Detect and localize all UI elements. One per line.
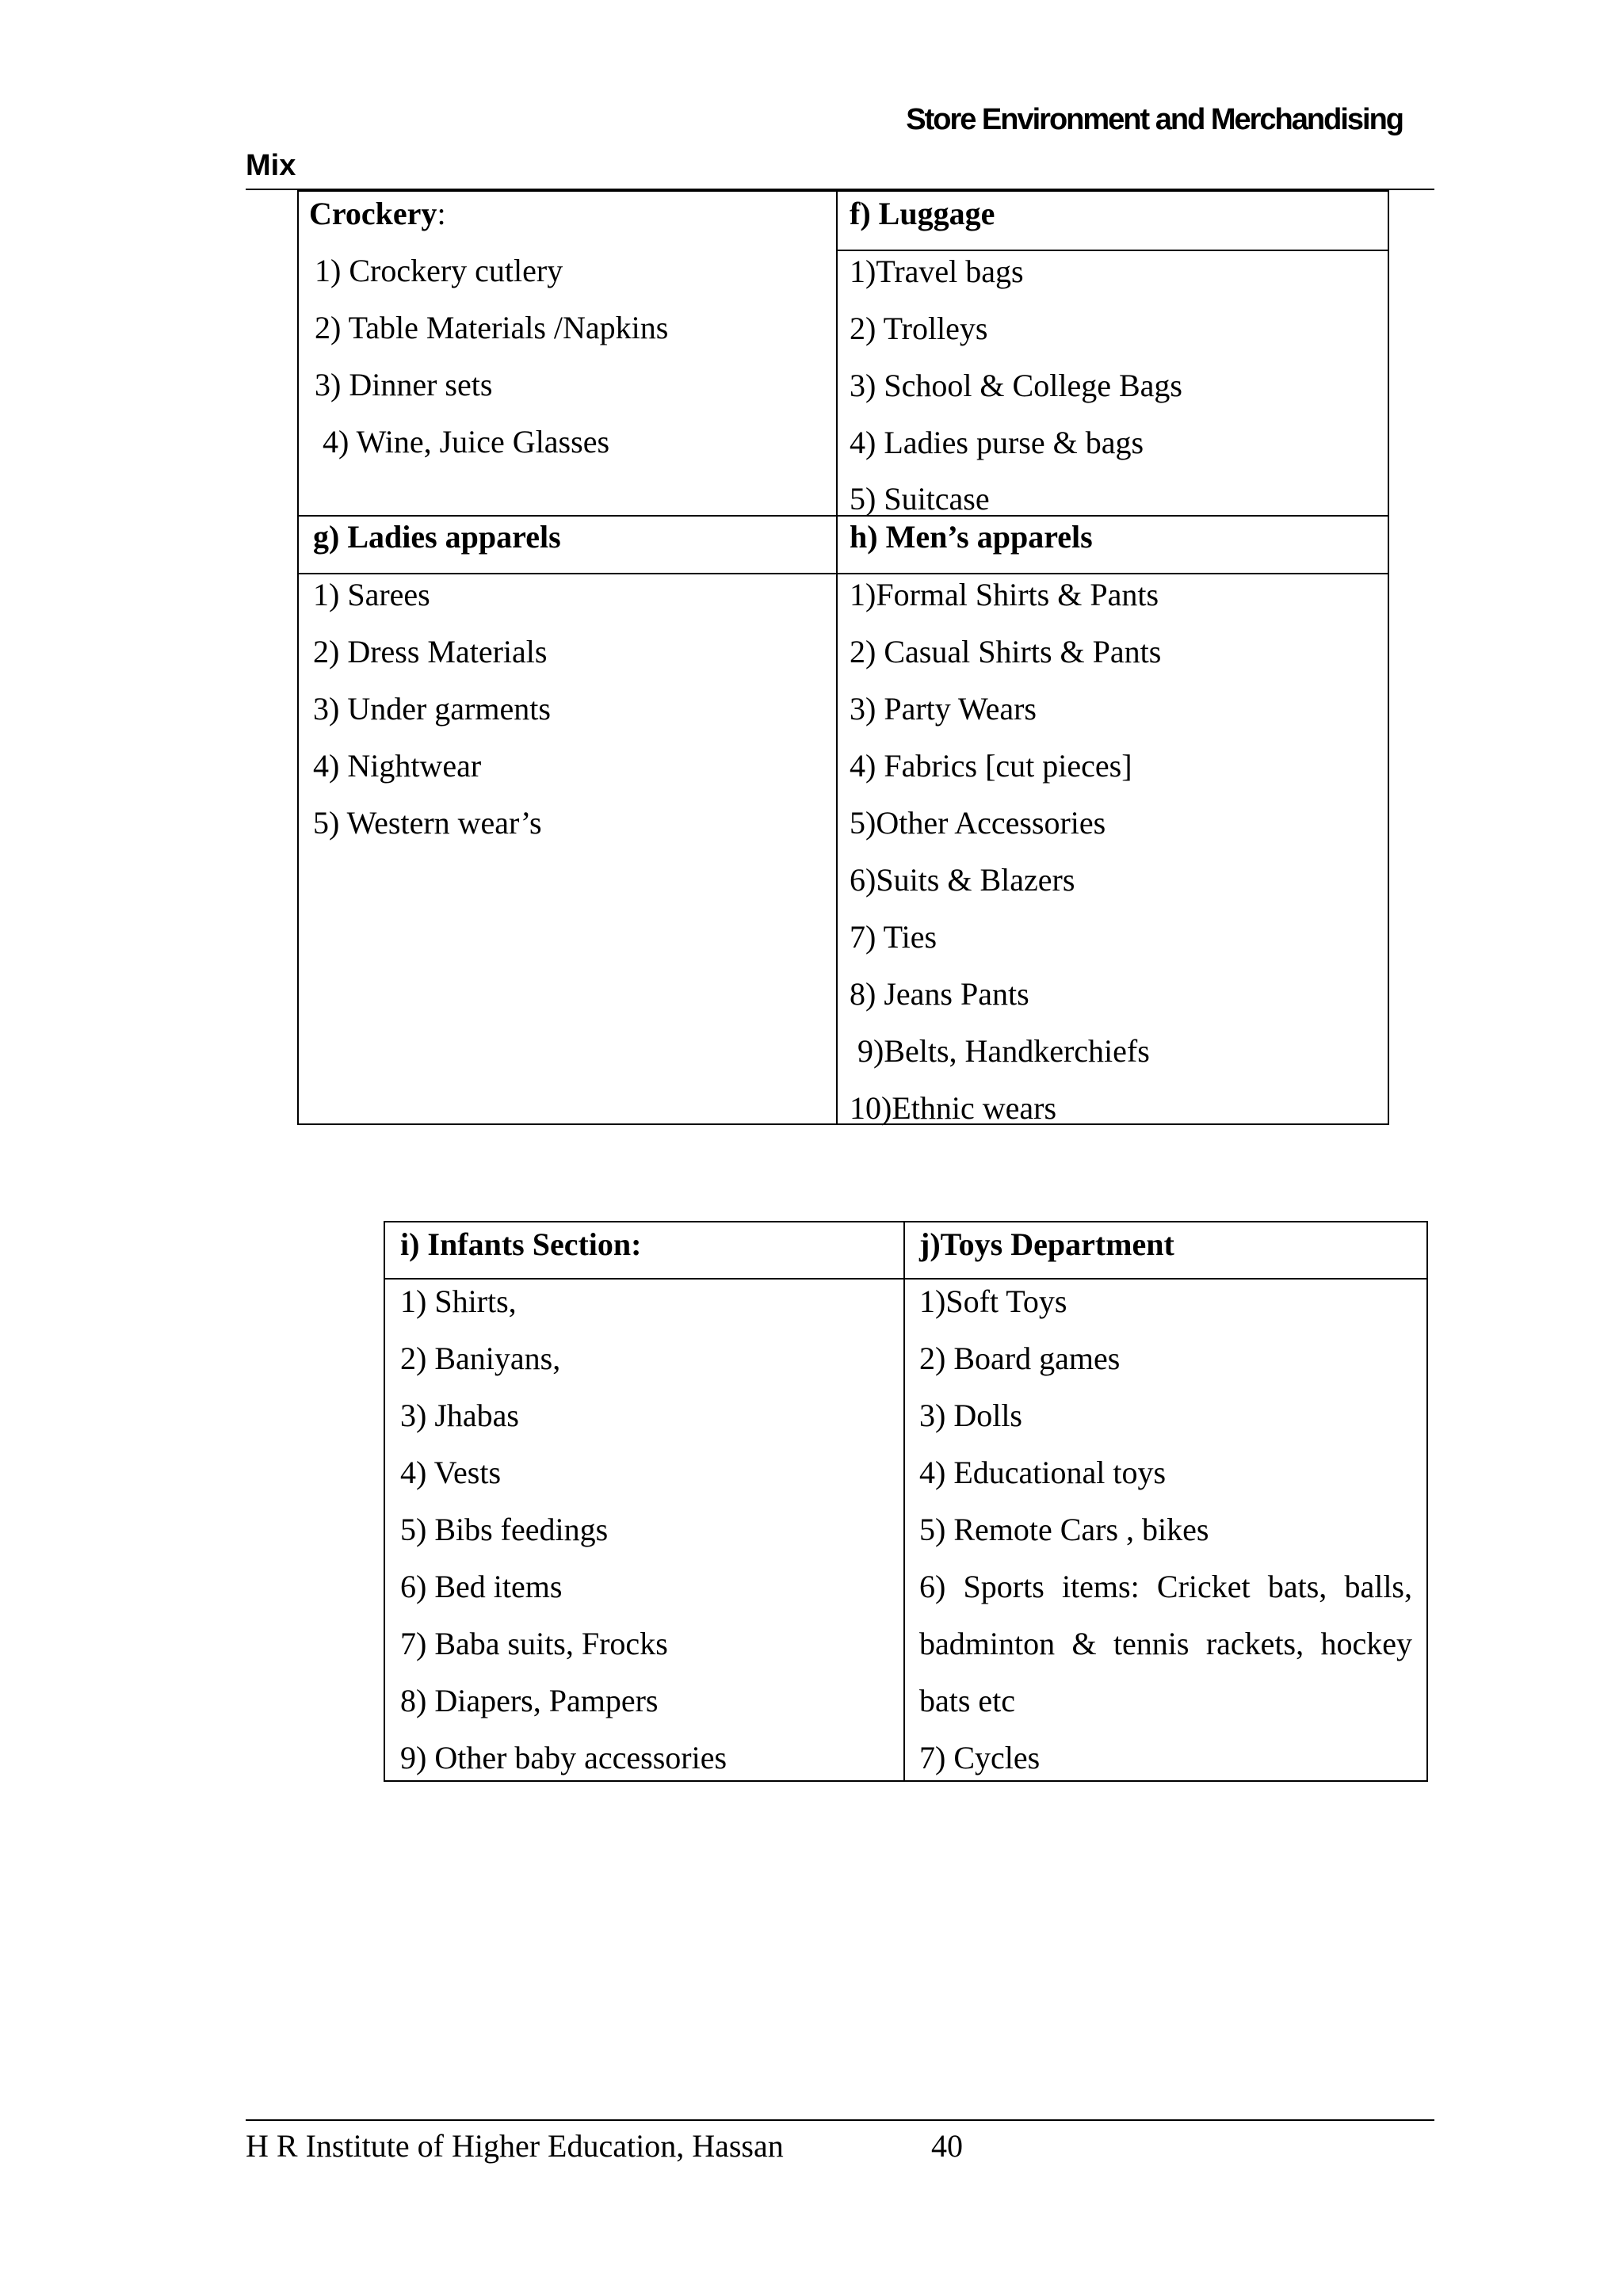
crockery-item: 1) Crockery cutlery [315, 253, 563, 288]
toys-item: 7) Cycles [919, 1740, 1041, 1775]
footer-rule [246, 2119, 1434, 2121]
luggage-item: 1)Travel bags [850, 254, 1024, 289]
toys-item: 5) Remote Cars , bikes [919, 1512, 1209, 1547]
mens-apparels-heading: h) Men’s apparels [850, 519, 1093, 555]
ladies-apparels-item: 5) Western wear’s [313, 805, 542, 841]
ladies-apparels-item: 1) Sarees [313, 577, 430, 612]
mens-apparels-item: 10)Ethnic wears [850, 1090, 1057, 1126]
footer-institution: H R Institute of Higher Education, Hassan [246, 2128, 784, 2164]
crockery-item: 2) Table Materials /Napkins [315, 310, 669, 345]
luggage-item: 2) Trolleys [850, 311, 988, 346]
table-1-apparels-header-rule [297, 573, 1389, 574]
table-1-luggage-header-rule [836, 250, 1389, 251]
mens-apparels-item: 8) Jeans Pants [850, 976, 1029, 1012]
table-1-row-divider [297, 515, 1389, 517]
infants-item: 7) Baba suits, Frocks [400, 1626, 668, 1661]
page-number: 40 [931, 2128, 963, 2164]
ladies-apparels-item: 4) Nightwear [313, 748, 482, 784]
mens-apparels-item: 2) Casual Shirts & Pants [850, 634, 1162, 669]
infants-section-heading: i) Infants Section: [400, 1226, 642, 1262]
ladies-apparels-heading: g) Ladies apparels [313, 519, 561, 555]
luggage-heading: f) Luggage [850, 196, 995, 231]
luggage-item: 3) School & College Bags [850, 368, 1182, 403]
mens-apparels-item: 4) Fabrics [cut pieces] [850, 748, 1132, 784]
toys-item-continued: badminton & tennis rackets, hockey [919, 1626, 1412, 1661]
crockery-heading-text: Crockery [309, 196, 437, 231]
luggage-item: 4) Ladies purse & bags [850, 425, 1144, 460]
infants-item: 1) Shirts, [400, 1283, 517, 1319]
infants-item: 4) Vests [400, 1455, 502, 1490]
infants-item: 2) Baniyans, [400, 1341, 561, 1376]
infants-item: 3) Jhabas [400, 1398, 519, 1433]
mens-apparels-item: 5)Other Accessories [850, 805, 1106, 841]
mens-apparels-item: 3) Party Wears [850, 691, 1037, 727]
running-header-title: Store Environment and Merchandising [906, 103, 1403, 136]
table-1-column-divider [836, 190, 838, 1125]
luggage-item: 5) Suitcase [850, 481, 990, 517]
infants-item: 8) Diapers, Pampers [400, 1683, 659, 1718]
infants-item: 9) Other baby accessories [400, 1740, 727, 1775]
table-2-header-rule [384, 1278, 1428, 1280]
crockery-heading-colon: : [437, 196, 446, 231]
infants-item: 5) Bibs feedings [400, 1512, 609, 1547]
table-2-column-divider [903, 1221, 905, 1782]
ladies-apparels-item: 3) Under garments [313, 691, 551, 727]
mens-apparels-item: 9)Belts, Handkerchiefs [850, 1033, 1150, 1069]
infants-item: 6) Bed items [400, 1569, 563, 1604]
running-header-subtitle: Mix [246, 149, 296, 182]
toys-item-continued: bats etc [919, 1683, 1016, 1718]
ladies-apparels-item: 2) Dress Materials [313, 634, 548, 669]
mens-apparels-item: 7) Ties [850, 919, 938, 955]
toys-item: 3) Dolls [919, 1398, 1022, 1433]
mens-apparels-item: 1)Formal Shirts & Pants [850, 577, 1159, 612]
toys-item: 1)Soft Toys [919, 1283, 1067, 1319]
toys-item: 6) Sports items: Cricket bats, balls, [919, 1569, 1412, 1604]
crockery-heading [309, 198, 446, 230]
crockery-item: 3) Dinner sets [315, 367, 493, 402]
toys-item: 2) Board games [919, 1341, 1121, 1376]
toys-item: 4) Educational toys [919, 1455, 1167, 1490]
mens-apparels-item: 6)Suits & Blazers [850, 862, 1075, 898]
crockery-item: 4) Wine, Juice Glasses [315, 424, 610, 460]
toys-department-heading: j)Toys Department [919, 1226, 1174, 1262]
